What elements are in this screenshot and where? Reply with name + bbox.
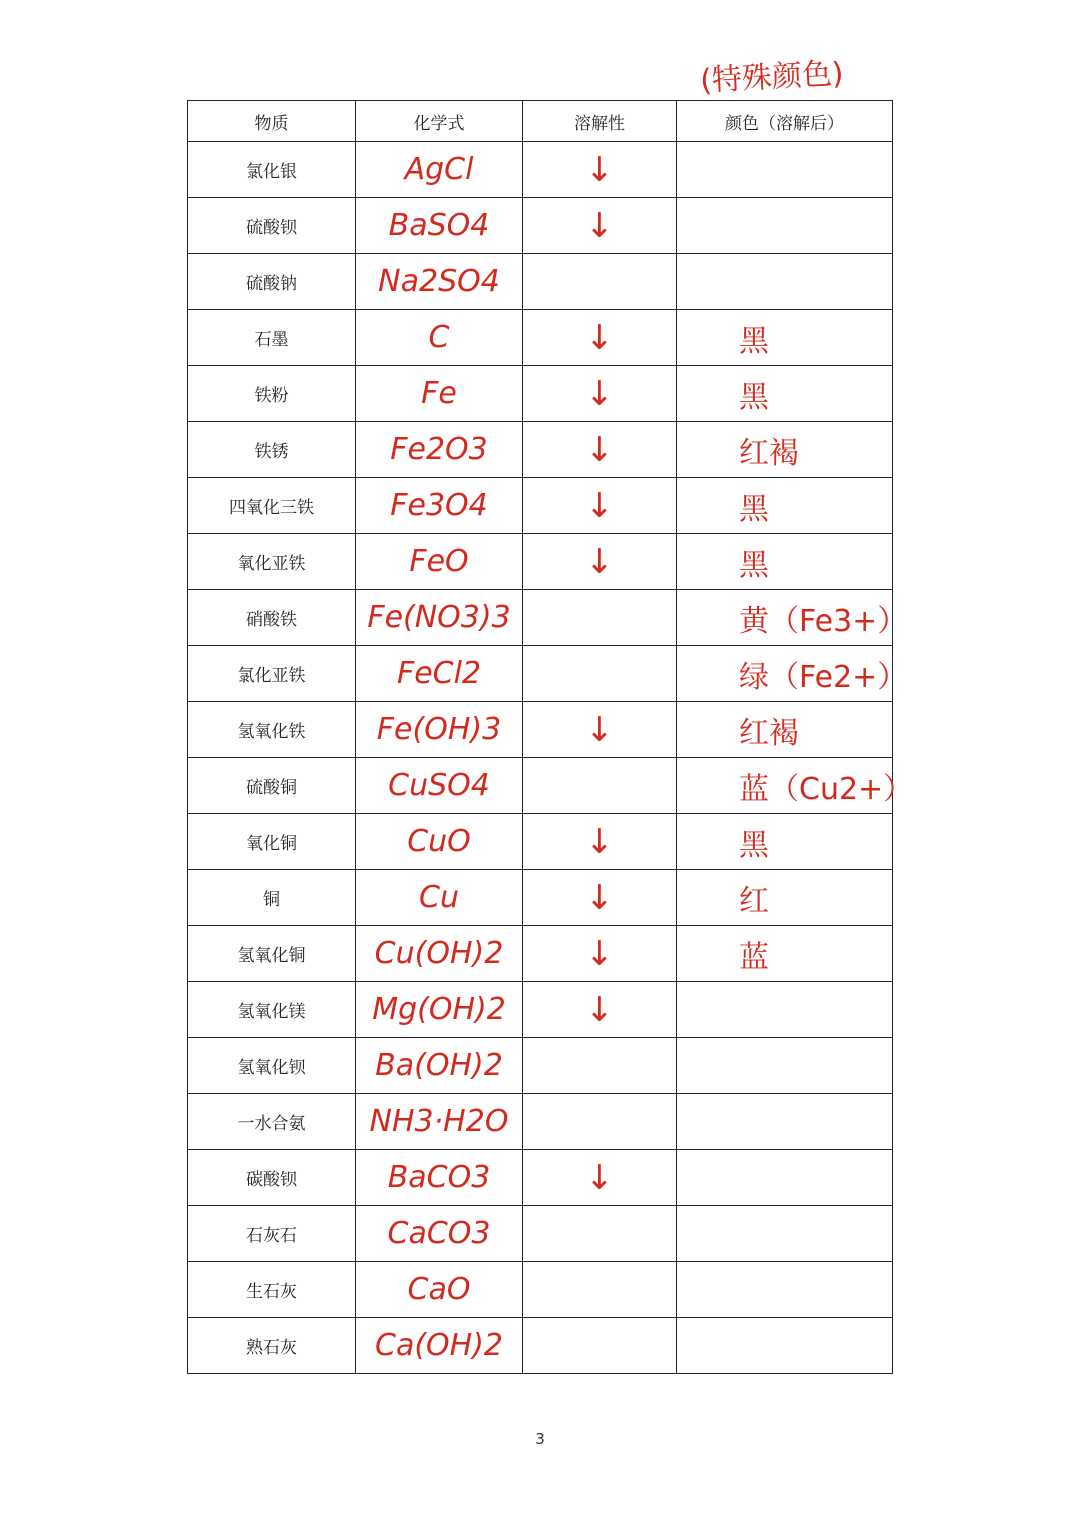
header-formula: 化学式 (356, 101, 523, 142)
color-after-dissolving (677, 982, 893, 1038)
chemical-formula: Fe2O3 (356, 422, 523, 478)
solubility-mark: ↓ (523, 702, 677, 758)
solubility-mark (523, 1038, 677, 1094)
table-row (188, 534, 893, 590)
color-after-dissolving: 黑 (677, 310, 893, 366)
substance-name: 四氧化三铁 (188, 478, 356, 534)
color-after-dissolving: 黑 (677, 366, 893, 422)
table-row (188, 926, 893, 982)
solubility-mark: ↓ (523, 870, 677, 926)
substance-name: 氯化亚铁 (188, 646, 356, 702)
substance-name: 硫酸钡 (188, 198, 356, 254)
substance-name: 硫酸钠 (188, 254, 356, 310)
chemical-formula: CaCO3 (356, 1206, 523, 1262)
substance-name: 铜 (188, 870, 356, 926)
table-row (188, 702, 893, 758)
chemical-formula: FeO (356, 534, 523, 590)
handwritten-note: (特殊颜色) (699, 56, 845, 99)
table-row (188, 758, 893, 814)
page-number: 3 (535, 1430, 545, 1448)
table-row (188, 1318, 893, 1374)
table-row (188, 422, 893, 478)
solubility-mark (523, 646, 677, 702)
color-after-dissolving (677, 1262, 893, 1318)
solubility-mark (523, 758, 677, 814)
color-after-dissolving (677, 142, 893, 198)
table-row (188, 590, 893, 646)
chemical-formula: Fe(NO3)3 (356, 590, 523, 646)
solubility-mark: ↓ (523, 1150, 677, 1206)
table-row (188, 1206, 893, 1262)
solubility-mark: ↓ (523, 198, 677, 254)
substance-name: 氢氧化铜 (188, 926, 356, 982)
chemical-formula: Fe (356, 366, 523, 422)
table-body (188, 142, 914, 1374)
solubility-mark: ↓ (523, 478, 677, 534)
color-after-dissolving (677, 198, 893, 254)
chemistry-table (187, 100, 914, 1374)
chemical-formula: CuO (356, 814, 523, 870)
color-after-dissolving: 黑 (677, 814, 893, 870)
color-after-dissolving: 蓝（Cu2+） (677, 758, 893, 814)
solubility-mark: ↓ (523, 366, 677, 422)
table-row (188, 1262, 893, 1318)
substance-name: 氢氧化钡 (188, 1038, 356, 1094)
solubility-mark (523, 1262, 677, 1318)
header-row (188, 101, 893, 142)
solubility-mark (523, 1206, 677, 1262)
table-row (188, 198, 893, 254)
color-after-dissolving (677, 1318, 893, 1374)
table-row (188, 254, 893, 310)
substance-name: 石墨 (188, 310, 356, 366)
chemical-formula: CuSO4 (356, 758, 523, 814)
table-row (188, 1094, 893, 1150)
chemical-formula: BaCO3 (356, 1150, 523, 1206)
substance-name: 氢氧化铁 (188, 702, 356, 758)
substance-name: 氧化亚铁 (188, 534, 356, 590)
table-row (188, 646, 893, 702)
color-after-dissolving: 蓝 (677, 926, 893, 982)
substance-name: 熟石灰 (188, 1318, 356, 1374)
solubility-mark (523, 590, 677, 646)
chemical-formula: Cu (356, 870, 523, 926)
chemical-formula: C (356, 310, 523, 366)
substance-name: 氢氧化镁 (188, 982, 356, 1038)
chemical-formula: NH3·H2O (356, 1094, 523, 1150)
color-after-dissolving: 黑 (677, 534, 893, 590)
chemical-formula: Fe(OH)3 (356, 702, 523, 758)
solubility-mark: ↓ (523, 422, 677, 478)
header-color: 颜色（溶解后） (677, 101, 893, 142)
substance-name: 碳酸钡 (188, 1150, 356, 1206)
color-after-dissolving: 红褐 (677, 422, 893, 478)
color-after-dissolving (677, 1206, 893, 1262)
color-after-dissolving: 绿（Fe2+） (677, 646, 893, 702)
chemical-formula: Ca(OH)2 (356, 1318, 523, 1374)
solubility-mark: ↓ (523, 814, 677, 870)
chemical-formula: Mg(OH)2 (356, 982, 523, 1038)
chemical-formula: BaSO4 (356, 198, 523, 254)
solubility-mark: ↓ (523, 142, 677, 198)
color-after-dissolving: 红 (677, 870, 893, 926)
header-substance: 物质 (188, 101, 356, 142)
substance-name: 氯化银 (188, 142, 356, 198)
chemical-formula: CaO (356, 1262, 523, 1318)
solubility-mark: ↓ (523, 310, 677, 366)
table-row (188, 814, 893, 870)
chemical-formula: Fe3O4 (356, 478, 523, 534)
color-after-dissolving: 红褐 (677, 702, 893, 758)
substance-name: 铁粉 (188, 366, 356, 422)
chemical-formula: AgCl (356, 142, 523, 198)
solubility-mark (523, 254, 677, 310)
chemical-formula: Cu(OH)2 (356, 926, 523, 982)
table-row (188, 142, 893, 198)
color-after-dissolving (677, 1038, 893, 1094)
solubility-mark: ↓ (523, 982, 677, 1038)
solubility-mark: ↓ (523, 926, 677, 982)
substance-name: 石灰石 (188, 1206, 356, 1262)
substance-name: 一水合氨 (188, 1094, 356, 1150)
solubility-mark (523, 1318, 677, 1374)
color-after-dissolving (677, 1094, 893, 1150)
table-row (188, 478, 893, 534)
header-solubility: 溶解性 (523, 101, 677, 142)
table-row (188, 310, 893, 366)
table-row (188, 1038, 893, 1094)
table-row (188, 982, 893, 1038)
table-row (188, 870, 893, 926)
substance-name: 硫酸铜 (188, 758, 356, 814)
substance-name: 铁锈 (188, 422, 356, 478)
chemical-formula: Ba(OH)2 (356, 1038, 523, 1094)
solubility-mark (523, 1094, 677, 1150)
substance-name: 硝酸铁 (188, 590, 356, 646)
color-after-dissolving: 黑 (677, 478, 893, 534)
color-after-dissolving (677, 254, 893, 310)
color-after-dissolving (677, 1150, 893, 1206)
table-row (188, 1150, 893, 1206)
table-row (188, 366, 893, 422)
substance-name: 生石灰 (188, 1262, 356, 1318)
chemical-formula: Na2SO4 (356, 254, 523, 310)
substance-name: 氧化铜 (188, 814, 356, 870)
chemical-formula: FeCl2 (356, 646, 523, 702)
solubility-mark: ↓ (523, 534, 677, 590)
color-after-dissolving: 黄（Fe3+） (677, 590, 893, 646)
